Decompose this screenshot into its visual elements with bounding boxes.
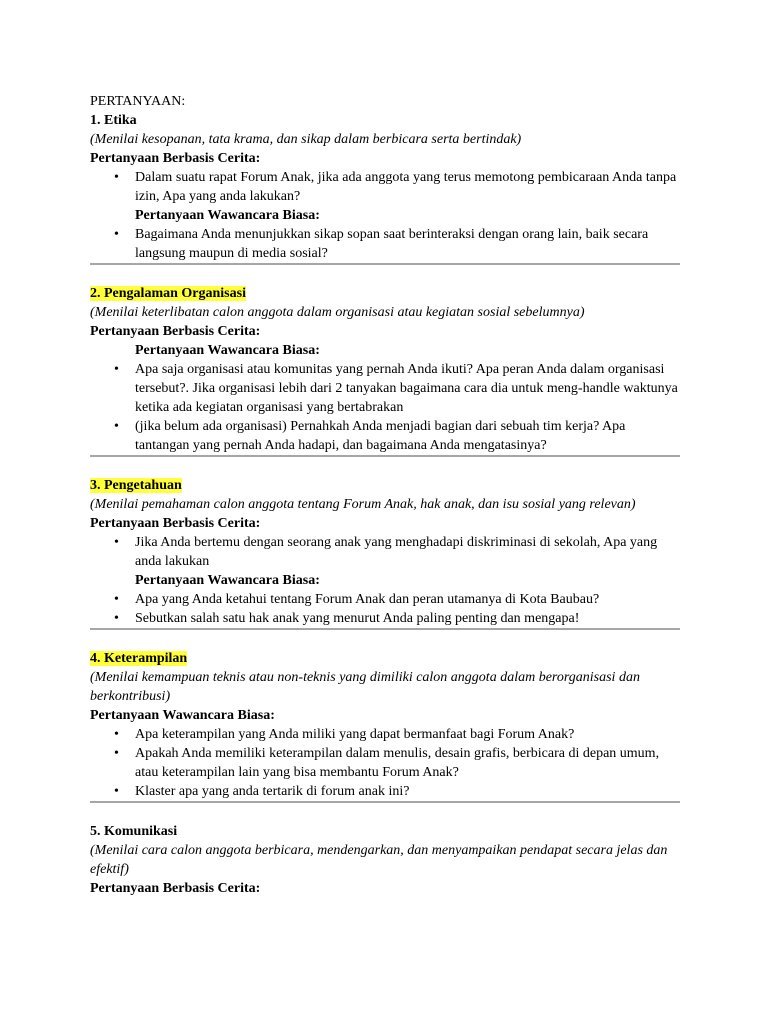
section-title <box>90 284 680 303</box>
story-question-label: Pertanyaan Berbasis Cerita: <box>90 881 261 896</box>
list-item: • Sebutkan salah satu hak anak yang menurut Anda paling penting dan mengapa! <box>90 609 680 628</box>
interview-question-label: Pertanyaan Wawancara Biasa: <box>135 573 320 588</box>
section-title-highlight: 3. Pengetahuan <box>90 478 182 493</box>
list-item: • Dalam suatu rapat Forum Anak, jika ada anggota yang terus memotong pembicaraan Anda tanpa izin, Apa yang anda lakukan? <box>90 168 680 206</box>
list-item: • Apakah Anda memiliki keterampilan dalam menulis, desain grafis, berbicara di depan umum, atau keterampilan lain yang bisa membantu Forum Anak? <box>90 744 680 782</box>
interview-question-list <box>90 360 680 455</box>
interview-question-list <box>90 725 680 801</box>
interview-question-list <box>90 590 680 628</box>
list-item: • Klaster apa yang anda tertarik di forum anak ini? <box>90 782 680 801</box>
story-question-list <box>90 533 680 571</box>
section-title-highlight: 2. Pengalaman Organisasi <box>90 286 246 301</box>
story-question-list <box>90 168 680 206</box>
section-description: (Menilai cara calon anggota berbicara, mendengarkan, dan menyampaikan pendapat secara jelas dan efektif) <box>90 843 668 877</box>
list-item: • Apa yang Anda ketahui tentang Forum Anak dan peran utamanya di Kota Baubau? <box>90 590 680 609</box>
section-pengalaman-organisasi <box>90 284 680 455</box>
section-title <box>90 111 680 130</box>
list-item: • Apa saja organisasi atau komunitas yang pernah Anda ikuti? Apa peran Anda dalam organisasi tersebut?. Jika organisasi lebih dari 2 tanyakan bagaimana cara dia untuk meng-handle waktunya ketika ada kegiatan organisasi yang bertabrakan <box>90 360 680 417</box>
section-description: (Menilai pemahaman calon anggota tentang Forum Anak, hak anak, dan isu sosial yang relevan) <box>90 497 636 512</box>
section-title-text: 5. Komunikasi <box>90 824 178 839</box>
document-page <box>90 92 680 898</box>
story-question-label: Pertanyaan Berbasis Cerita: <box>90 151 261 166</box>
section-title-highlight: 4. Keterampilan <box>90 651 188 666</box>
section-description: (Menilai kemampuan teknis atau non-teknis yang dimiliki calon anggota dalam berorganisasi dan berkontribusi) <box>90 670 640 704</box>
section-pengetahuan <box>90 476 680 628</box>
document-heading: PERTANYAAN: <box>90 94 186 109</box>
interview-question-label: Pertanyaan Wawancara Biasa: <box>135 343 320 358</box>
section-title <box>90 822 680 841</box>
section-title <box>90 649 680 668</box>
interview-question-label: Pertanyaan Wawancara Biasa: <box>90 708 275 723</box>
interview-question-label: Pertanyaan Wawancara Biasa: <box>135 208 320 223</box>
section-keterampilan <box>90 649 680 801</box>
list-item: • (jika belum ada organisasi) Pernahkah Anda menjadi bagian dari sebuah tim kerja? Apa tantangan yang pernah Anda hadapi, dan bagaimana Anda mengatasinya? <box>90 417 680 455</box>
section-komunikasi <box>90 822 680 898</box>
section-title-text: 1. Etika <box>90 113 137 128</box>
list-item: • Apa keterampilan yang Anda miliki yang dapat bermanfaat bagi Forum Anak? <box>90 725 680 744</box>
list-item: • Bagaimana Anda menunjukkan sikap sopan saat berinteraksi dengan orang lain, baik secara langsung maupun di media sosial? <box>90 225 680 263</box>
story-question-label: Pertanyaan Berbasis Cerita: <box>90 324 261 339</box>
section-etika <box>90 111 680 263</box>
interview-question-list <box>90 225 680 263</box>
story-question-label: Pertanyaan Berbasis Cerita: <box>90 516 261 531</box>
section-title <box>90 476 680 495</box>
section-description: (Menilai keterlibatan calon anggota dalam organisasi atau kegiatan sosial sebelumnya) <box>90 305 585 320</box>
list-item: • Jika Anda bertemu dengan seorang anak yang menghadapi diskriminasi di sekolah, Apa yang anda lakukan <box>90 533 680 571</box>
section-description: (Menilai kesopanan, tata krama, dan sikap dalam berbicara serta bertindak) <box>90 132 522 147</box>
